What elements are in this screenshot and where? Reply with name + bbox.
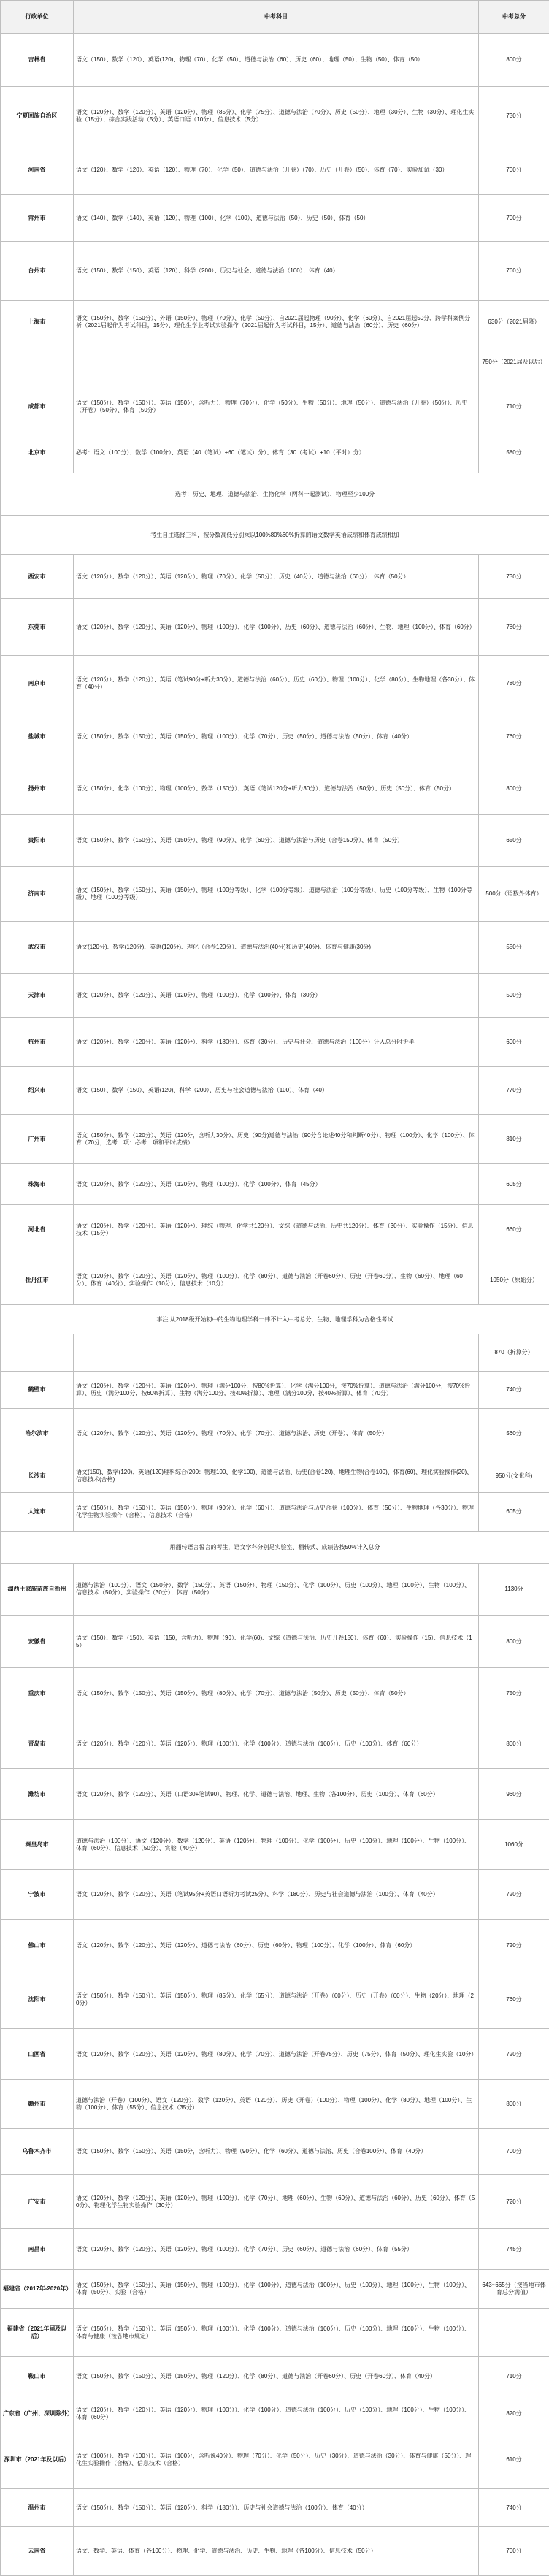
region-cell: 鹤壁市 bbox=[1, 1372, 74, 1409]
note-row bbox=[1, 1532, 549, 1564]
subjects-cell: 语文（150分）、数学（150分）、外语（150分）、物理（70分）、化学（50分）、自2021届起物理（90分）、化学（60分）、自2021届起50分、跨学科案例分析（2021届起作为考试科目，15分）、理化生学业考试实验操作（2021届起作为考试科目，15分）、道德与法治（60分）、历史（60分） bbox=[74, 301, 479, 343]
region-cell: 西安市 bbox=[1, 555, 74, 599]
subjects-cell: 道德与法治（100分）、语文（120分）、数学（120分）、英语（120分）、物理（100分）、化学（100分）、历史（100分）、地理（100分）、生物（100分）、体育（60分）、信息技术（50分）、实验（40分） bbox=[74, 1820, 479, 1870]
total-cell: 750分 bbox=[479, 1668, 549, 1719]
table-row bbox=[1, 2229, 549, 2270]
subjects-cell: 语文（120分）、数学（120分）、英语（笔试95分+英语口语听力考试25分）、科学（180分）、历史与社会道德与法治（100分）、体育（40分） bbox=[74, 1870, 479, 1920]
region-cell: 台州市 bbox=[1, 242, 74, 301]
table-row bbox=[1, 2175, 549, 2229]
total-cell: 710分 bbox=[479, 2357, 549, 2396]
region-cell: 宁夏回族自治区 bbox=[1, 87, 74, 145]
total-cell: 605分 bbox=[479, 1493, 549, 1532]
region-cell: 济南市 bbox=[1, 867, 74, 922]
table-row bbox=[1, 1255, 549, 1305]
total-cell: 800分 bbox=[479, 2080, 549, 2129]
subjects-cell: 语文（150分）、数学（150分）、英语（150分）、物理（100分）、化学（100分）、道德与法治（100分）、历史（100分）、地理（100分）、生物（100分）、体育（50分）、实验（合格） bbox=[74, 2270, 479, 2309]
total-cell: 760分 bbox=[479, 711, 549, 763]
table-row bbox=[1, 1564, 549, 1616]
region-cell: 成都市 bbox=[1, 381, 74, 432]
subjects-cell: 语文(150)、数学(120)、英语(120)理科综合(200：物理100、化学100)、道德与法治、历史(合卷120)、地理生物(合卷100)、体育(60)、理化实验操作(20)、信息技术(合格) bbox=[74, 1459, 479, 1493]
table-row bbox=[1, 1971, 549, 2029]
region-cell: 广州市 bbox=[1, 1115, 74, 1164]
total-cell: 1050分（原始分） bbox=[479, 1255, 549, 1305]
region-cell: 青岛市 bbox=[1, 1719, 74, 1769]
table-row bbox=[1, 242, 549, 301]
note-cell: 考生自主选择三科，按分数高低分别乘以100%80%60%折算的语文数学英语成绩和体育成绩相加 bbox=[1, 516, 549, 555]
subjects-cell: 语文（150分）、数学（150分）、英语（150分）、物理（100分）、化学（100分）、道德与法治（100分）、历史（100分）、地理（100分）、生物（100分）、体育与健康（按各地市规定） bbox=[74, 2309, 479, 2357]
table-row bbox=[1, 1920, 549, 1971]
total-cell: 643~665分（按当地市体育总分满值） bbox=[479, 2270, 549, 2309]
region-cell: 乌鲁木齐市 bbox=[1, 2129, 74, 2175]
subjects-cell: 语文（120分）、数学（120分）、英语（120分）、物理（满分100分，按80%折算）、化学（满分100分，按70%折算）、道德与法治（满分100分，按70%折算）、历史（满分100分，按60%折算）、生物（满分100分，按40%折算）、地理（满分100分，按40%折算）、体育（70分） bbox=[74, 1372, 479, 1409]
subjects-cell: 语文（150分）、数学（120分）、英语（120分，含听力30分）、历史（90分)道德与法治（90分含论述40分和判断40分）、物理（100分）、化学（100分）、体育（70分，选考一项：必考一项和平时成绩） bbox=[74, 1115, 479, 1164]
total-cell: 720分 bbox=[479, 1870, 549, 1920]
table-row bbox=[1, 87, 549, 145]
subjects-cell: 语文（150分）、数学（150分）、英语（150分，含听力）、物理（70分）、化学（50分）、生物（50分）、地理（50分）、道德与法治（开卷）（50分）、历史（开卷）（50分）、体育（50分） bbox=[74, 381, 479, 432]
region-cell: 广东省（广州、深圳除外） bbox=[1, 2396, 74, 2431]
region-cell: 深圳市（2021年及以后） bbox=[1, 2431, 74, 2489]
subjects-cell: 语文（120分）、数学（120分）、英语（120分）、物理（100分）、化学（100分）、道德与法治（100分）、历史（100分）、地理（100分）、生物（100分）、体育（60分） bbox=[74, 2396, 479, 2431]
region-cell: 福建省（2017年-2020年） bbox=[1, 2270, 74, 2309]
subjects-cell: 语文（120分）、数学（120分）、英语（120分）、物理（100分）、化学（100分）、历史（60分）、道德与法治（60分）、生物、地理（100分）、体育（60分） bbox=[74, 599, 479, 656]
total-cell: 770分 bbox=[479, 1067, 549, 1115]
table-row bbox=[1, 815, 549, 867]
subjects-cell bbox=[74, 1334, 479, 1372]
table-row bbox=[1, 2080, 549, 2129]
subjects-cell: 必考：语文（100分）、数学（100分）、英语（40（笔试）+60（笔试）分）、体育（30（考试）+10（平时）分） bbox=[74, 432, 479, 473]
subjects-cell: 语文、数学、英语、体育（各100分）、物理、化学、道德与法治、历史、生物、地理（各100分）、信息技术（50分） bbox=[74, 2527, 479, 2576]
subjects-cell: 语文（100分）、数学（100分）、英语（100分，含听说40分）、物理（70分）、化学（50分）、历史（30分）、道德与法治（30分）、体育与健康（50分）、理化生实验操作（合格）、信息技术（合格） bbox=[74, 2431, 479, 2489]
region-cell: 吉林省 bbox=[1, 34, 74, 87]
table-row bbox=[1, 2129, 549, 2175]
subjects-cell: 语文（120分）、数学（120分）、英语（120分）、物理（100分）、化学（100分）、道德与法治（100分）、历史（100分）、体育（60分） bbox=[74, 1719, 479, 1769]
region-cell: 上海市 bbox=[1, 301, 74, 343]
table-row bbox=[1, 2489, 549, 2527]
header-region: 行政单位 bbox=[1, 1, 74, 34]
table-row bbox=[1, 1870, 549, 1920]
region-cell: 河南省 bbox=[1, 145, 74, 195]
header-total: 中考总分 bbox=[479, 1, 549, 34]
region-cell: 盐城市 bbox=[1, 711, 74, 763]
table-row bbox=[1, 34, 549, 87]
table-row bbox=[1, 1372, 549, 1409]
subjects-cell: 语文（120分）、数学（120分）、英语（120分）、道德与法治（60分）、历史（60分）、物理（100分）、化学（100分）、体育（60分） bbox=[74, 1920, 479, 1971]
table-row bbox=[1, 1616, 549, 1668]
total-cell: 820分 bbox=[479, 2396, 549, 2431]
total-cell: 810分 bbox=[479, 1115, 549, 1164]
table-row bbox=[1, 1164, 549, 1205]
total-cell: 870（折算分） bbox=[479, 1334, 549, 1372]
total-cell: 610分 bbox=[479, 2431, 549, 2489]
region-cell: 安徽省 bbox=[1, 1616, 74, 1668]
subjects-cell: 语文（150）、数学（150）、英语（120）、科学（200）、历史与社会、道德与法治（100）、体育（40） bbox=[74, 242, 479, 301]
region-cell: 南京市 bbox=[1, 656, 74, 711]
total-cell: 1130分 bbox=[479, 1564, 549, 1616]
table-row bbox=[1, 711, 549, 763]
subjects-cell: 语文（120分）、数学（120分）、英语（口语30+笔试90）、物理、化学、道德与法治、地理、生物（各100分）、历史（100分）、体育（60分） bbox=[74, 1769, 479, 1820]
table-row bbox=[1, 343, 549, 381]
subjects-cell: 语文（120分）、数学（120分）、英语（120分）、物理（100分）、化学（70分）、地理（60分）、生物（60分）、道德与法治（60分）、历史（60分）、体育（50分）、物理化学生物实验操作（30分） bbox=[74, 2175, 479, 2229]
region-cell: 秦皇岛市 bbox=[1, 1820, 74, 1870]
region-cell: 重庆市 bbox=[1, 1668, 74, 1719]
region-cell: 南昌市 bbox=[1, 2229, 74, 2270]
total-cell: 700分 bbox=[479, 2129, 549, 2175]
table-row bbox=[1, 1668, 549, 1719]
total-cell: 730分 bbox=[479, 87, 549, 145]
region-cell: 大连市 bbox=[1, 1493, 74, 1532]
total-cell: 750分（2021届及以后） bbox=[479, 343, 549, 381]
subjects-cell: 语文（150）、数学（150）、英语（150，含听力）、物理（90）、化学(60)、文综（道德与法治、历史开卷150）、体育（60）、实验操作（15）、信息技术（15） bbox=[74, 1616, 479, 1668]
subjects-cell: 语文（150分）、化学（100分）、物理（100分）、数学（150分）、英语（笔试120分+听力30分）、道德与法治（50分）、历史（50分）、体育（50分） bbox=[74, 763, 479, 815]
table-row bbox=[1, 1018, 549, 1067]
table-row bbox=[1, 1719, 549, 1769]
note-cell: 用翻转语言誓言的考生，语文学科分别是实验室、翻转式、成绩告按50%计入总分 bbox=[1, 1532, 549, 1564]
table-header-row bbox=[1, 1, 549, 34]
subjects-cell: 语文（120分）、数学（120分）、英语（120分）、物理（100分）、化学（100分）、体育（45分） bbox=[74, 1164, 479, 1205]
region-cell: 鞍山市 bbox=[1, 2357, 74, 2396]
region-cell: 湖西土家族苗族自治州 bbox=[1, 1564, 74, 1616]
total-cell: 550分 bbox=[479, 922, 549, 974]
total-cell: 660分 bbox=[479, 1205, 549, 1255]
total-cell: 740分 bbox=[479, 2489, 549, 2527]
region-cell: 沈阳市 bbox=[1, 1971, 74, 2029]
table-row bbox=[1, 1205, 549, 1255]
subjects-cell: 语文（120）、数学（120）、英语（120）、物理（70）、化学（50）、道德与法治（开卷）（70）、历史（开卷）（50）、体育（70）、实验加试（30） bbox=[74, 145, 479, 195]
total-cell: 500分（语数外体育） bbox=[479, 867, 549, 922]
table-row bbox=[1, 432, 549, 473]
note-row bbox=[1, 516, 549, 555]
region-cell: 东莞市 bbox=[1, 599, 74, 656]
note-cell: 事注:从2018级开始初中的生物地理学科一律不计入中考总分，生物、地理学科为合格性考试 bbox=[1, 1305, 549, 1334]
table-row bbox=[1, 555, 549, 599]
region-cell: 武汉市 bbox=[1, 922, 74, 974]
table-row bbox=[1, 763, 549, 815]
subjects-cell: 语文（150分）、数学（150分）、英语（150分）、物理（120分）、化学（80分）、道德与法治（开卷60分）、历史（开卷60分）、体育（40分） bbox=[74, 2357, 479, 2396]
table-row bbox=[1, 195, 549, 242]
table-row bbox=[1, 2431, 549, 2489]
region-cell: 云南省 bbox=[1, 2527, 74, 2576]
total-cell: 720分 bbox=[479, 2029, 549, 2080]
total-cell: 800分 bbox=[479, 1719, 549, 1769]
region-cell: 常州市 bbox=[1, 195, 74, 242]
region-cell: 天津市 bbox=[1, 974, 74, 1018]
subjects-cell: 语文（120分）、数学（120分）、英语（120分）、物理（85分）、化学（75分）、道德与法治（70分）、历史（50分）、地理（30分）、生物（30分）、理化生实验（15分）、综合实践活动（5分）、英语口语（10分）、信息技术（5分） bbox=[74, 87, 479, 145]
total-cell: 560分 bbox=[479, 1409, 549, 1459]
region-cell: 河北省 bbox=[1, 1205, 74, 1255]
subjects-cell bbox=[74, 343, 479, 381]
table-row bbox=[1, 1115, 549, 1164]
region-cell bbox=[1, 343, 74, 381]
region-cell: 温州市 bbox=[1, 2489, 74, 2527]
total-cell: 760分 bbox=[479, 1971, 549, 2029]
total-cell: 650分 bbox=[479, 815, 549, 867]
subjects-cell: 语文（120分）、数学（120分）、英语（120分）、物理（70分）、化学（50分）、历史（40分）、道德与法治（60分）、体育（50分） bbox=[74, 555, 479, 599]
subjects-cell: 语文（120分）、数学（120分）、英语（120分）、物理（80分）、化学（70分）、道德与法治（开卷75分）、历史（75分）、体育（50分）、理化生实验（10分） bbox=[74, 2029, 479, 2080]
subjects-cell: 语文（150）、数学（150）、英语(120)、科学（200）、历史与社会道德与法治（100）、体育（40） bbox=[74, 1067, 479, 1115]
table-row bbox=[1, 922, 549, 974]
note-cell: 选考：历史、地理、道德与法治、生物化学（两科一起测试）、物理至少100分 bbox=[1, 473, 549, 516]
subjects-cell: 语文（120分）、数学（120分）、英语（120分）、理综（物理、化学共120分）、文综（道德与法治、历史共120分）、体育（30分）、实验操作（15分）、信息技术（15分） bbox=[74, 1205, 479, 1255]
region-cell: 牡丹江市 bbox=[1, 1255, 74, 1305]
total-cell: 800分 bbox=[479, 763, 549, 815]
total-cell: 630分（2021届降） bbox=[479, 301, 549, 343]
total-cell: 740分 bbox=[479, 1372, 549, 1409]
table-row bbox=[1, 1409, 549, 1459]
table-row bbox=[1, 867, 549, 922]
total-cell: 700分 bbox=[479, 2527, 549, 2576]
subjects-cell: 道德与法治（100分）、语文（150分）、数学（150分）、英语（150分）、物理（150分）、化学（100分）、历史（100分）、地理（100分）、生物（100分）、信息技术（50分）、实验操作（30分）、体育（50分） bbox=[74, 1564, 479, 1616]
subjects-cell: 语文（120分）、数学（120分）、英语（120分）、物理（100分）、化学（100分）、体育（30分） bbox=[74, 974, 479, 1018]
total-cell: 600分 bbox=[479, 1018, 549, 1067]
subjects-cell: 语文（150分）、数学（150分）、英语（150分）、物理（85分）、化学（65分）、道德与法治（开卷）（60分）、历史（开卷）（60分）、生物（20分）、地理（20分） bbox=[74, 1971, 479, 2029]
table-row bbox=[1, 599, 549, 656]
table-row bbox=[1, 974, 549, 1018]
region-cell: 佛山市 bbox=[1, 1920, 74, 1971]
total-cell: 950分(文化科) bbox=[479, 1459, 549, 1493]
note-row bbox=[1, 473, 549, 516]
total-cell: 590分 bbox=[479, 974, 549, 1018]
header-subjects: 中考科目 bbox=[74, 1, 479, 34]
table-row bbox=[1, 1769, 549, 1820]
subjects-cell: 语文(120分)、数学(120分)、英语(120分)、理化（合卷120分）、道德与法治(40分)和历史(40分)、体育与健康(30分) bbox=[74, 922, 479, 974]
table-row bbox=[1, 145, 549, 195]
total-cell: 1060分 bbox=[479, 1820, 549, 1870]
table-row bbox=[1, 2396, 549, 2431]
table-row bbox=[1, 1820, 549, 1870]
table-row bbox=[1, 2029, 549, 2080]
region-cell: 长沙市 bbox=[1, 1459, 74, 1493]
total-cell: 960分 bbox=[479, 1769, 549, 1820]
region-cell: 北京市 bbox=[1, 432, 74, 473]
total-cell: 745分 bbox=[479, 2229, 549, 2270]
table-row bbox=[1, 2357, 549, 2396]
subjects-cell: 道德与法治（开卷）（100分）、语文（120分）、数学（120分）、英语（120分）、历史（开卷）（100分）、物理（100分）、化学（80分）、地理（100分）、生物（100分）、体育（55分）、信息技术（35分） bbox=[74, 2080, 479, 2129]
subjects-cell: 语文（150分）、数学（150分）、英语（150分）、物理（90分）、化学（60分）、道德与法治与历史合卷（100分）、体育（50分）、生物地理（各30分）、物理化学生物实验操作（合格）、信息技术（合格） bbox=[74, 1493, 479, 1532]
table-row bbox=[1, 656, 549, 711]
subjects-cell: 语文（120分）、数学（120分）、英语（笔试90分+听力30分）、道德与法治（60分）、历史（60分）、物理（100分）、化学（80分）、生物地理（各30分）、体育（40分） bbox=[74, 656, 479, 711]
table-row bbox=[1, 1067, 549, 1115]
table-row bbox=[1, 1334, 549, 1372]
table-row bbox=[1, 2309, 549, 2357]
total-cell: 780分 bbox=[479, 656, 549, 711]
region-cell: 珠海市 bbox=[1, 1164, 74, 1205]
total-cell: 760分 bbox=[479, 242, 549, 301]
region-cell: 贵阳市 bbox=[1, 815, 74, 867]
subjects-cell: 语文（150分）、数学（150分）、英语（150分）、物理（80分）、化学（70分）、道德与法治（50分）、历史（50分）、体育（50分） bbox=[74, 1668, 479, 1719]
total-cell: 700分 bbox=[479, 145, 549, 195]
subjects-cell: 语文（150分）、数学（150分）、英语（150分）、物理（100分）、化学（70分）、历史（50分）、道德与法治（50分）、体育（40分） bbox=[74, 711, 479, 763]
total-cell: 580分 bbox=[479, 432, 549, 473]
region-cell: 绍兴市 bbox=[1, 1067, 74, 1115]
region-cell: 扬州市 bbox=[1, 763, 74, 815]
table-row bbox=[1, 2270, 549, 2309]
region-cell bbox=[1, 1334, 74, 1372]
total-cell: 710分 bbox=[479, 381, 549, 432]
table-body bbox=[1, 34, 549, 2576]
total-cell: 800分 bbox=[479, 1616, 549, 1668]
subjects-cell: 语文（150分）、数学（150分）、英语（120分）、科学（180分）、历史与社会道德与法治（100分）、体育（40分） bbox=[74, 2489, 479, 2527]
region-cell: 赣州市 bbox=[1, 2080, 74, 2129]
total-cell: 720分 bbox=[479, 2175, 549, 2229]
subjects-cell: 语文（150分）、数学（150分）、英语（150分）、物理（100分等级）、化学（100分等级）、道德与法治（100分等级）、历史（100分等级）、生物（100分等级）、地理（100分等级） bbox=[74, 867, 479, 922]
subjects-cell: 语文（150分）、数学（150分）、英语（150分，含听力）、物理（90分）、化学（60分）、道德与法治、历史（合卷100分）、体育（40分） bbox=[74, 2129, 479, 2175]
subjects-cell: 语文（150）、数学（120）、英语(120)、物理（70）、化学（50）、道德与法治（60）、历史（60）、地理（50）、生物（50）、体育（50） bbox=[74, 34, 479, 87]
region-cell: 福建省（2021年届及以后） bbox=[1, 2309, 74, 2357]
region-cell: 潍坊市 bbox=[1, 1769, 74, 1820]
region-cell: 宁波市 bbox=[1, 1870, 74, 1920]
table-row bbox=[1, 1459, 549, 1493]
table-row bbox=[1, 1493, 549, 1532]
table-row bbox=[1, 381, 549, 432]
total-cell: 720分 bbox=[479, 1920, 549, 1971]
total-cell: 700分 bbox=[479, 195, 549, 242]
total-cell bbox=[479, 2309, 549, 2357]
region-cell: 广安市 bbox=[1, 2175, 74, 2229]
total-cell: 730分 bbox=[479, 555, 549, 599]
total-cell: 605分 bbox=[479, 1164, 549, 1205]
subjects-cell: 语文（120分）、数学（120分）、英语（120分）、物理（100分）、化学（70分）、历史（60分）、道德与法治（60分）、体育（55分） bbox=[74, 2229, 479, 2270]
subjects-cell: 语文（120分）、数学（120分）、英语（120分）、物理（100分）、化学（80分）、道德与法治（开卷60分）、历史（开卷60分）、生物（60分）、地理（60分）、体育（40分）、实验操作（10分）、信息技术（10分） bbox=[74, 1255, 479, 1305]
subjects-cell: 语文（120分）、数学（120分）、英语（120分）、科学（180分）、体育（30分）、历史与社会、道德与法治（100分）计入总分时折半 bbox=[74, 1018, 479, 1067]
region-cell: 杭州市 bbox=[1, 1018, 74, 1067]
region-cell: 哈尔滨市 bbox=[1, 1409, 74, 1459]
total-cell: 780分 bbox=[479, 599, 549, 656]
subjects-cell: 语文（150分）、数学（150分）、英语（150分）、物理（90分）、化学（60分）、道德与法治与历史（合卷150分）、体育（50分） bbox=[74, 815, 479, 867]
table-row bbox=[1, 301, 549, 343]
subjects-cell: 语文（140）、数学（140）、英语（120）、物理（100）、化学（100）、道德与法治（50）、历史（50）、体育（50） bbox=[74, 195, 479, 242]
region-cell: 山西省 bbox=[1, 2029, 74, 2080]
table-row bbox=[1, 2527, 549, 2576]
note-row bbox=[1, 1305, 549, 1334]
subjects-cell: 语文（120分）、数学（120分）、英语（120分）、物理（70分）、化学（70分）、道德与法治、历史（开卷）、体育（50分） bbox=[74, 1409, 479, 1459]
total-cell: 800分 bbox=[479, 34, 549, 87]
